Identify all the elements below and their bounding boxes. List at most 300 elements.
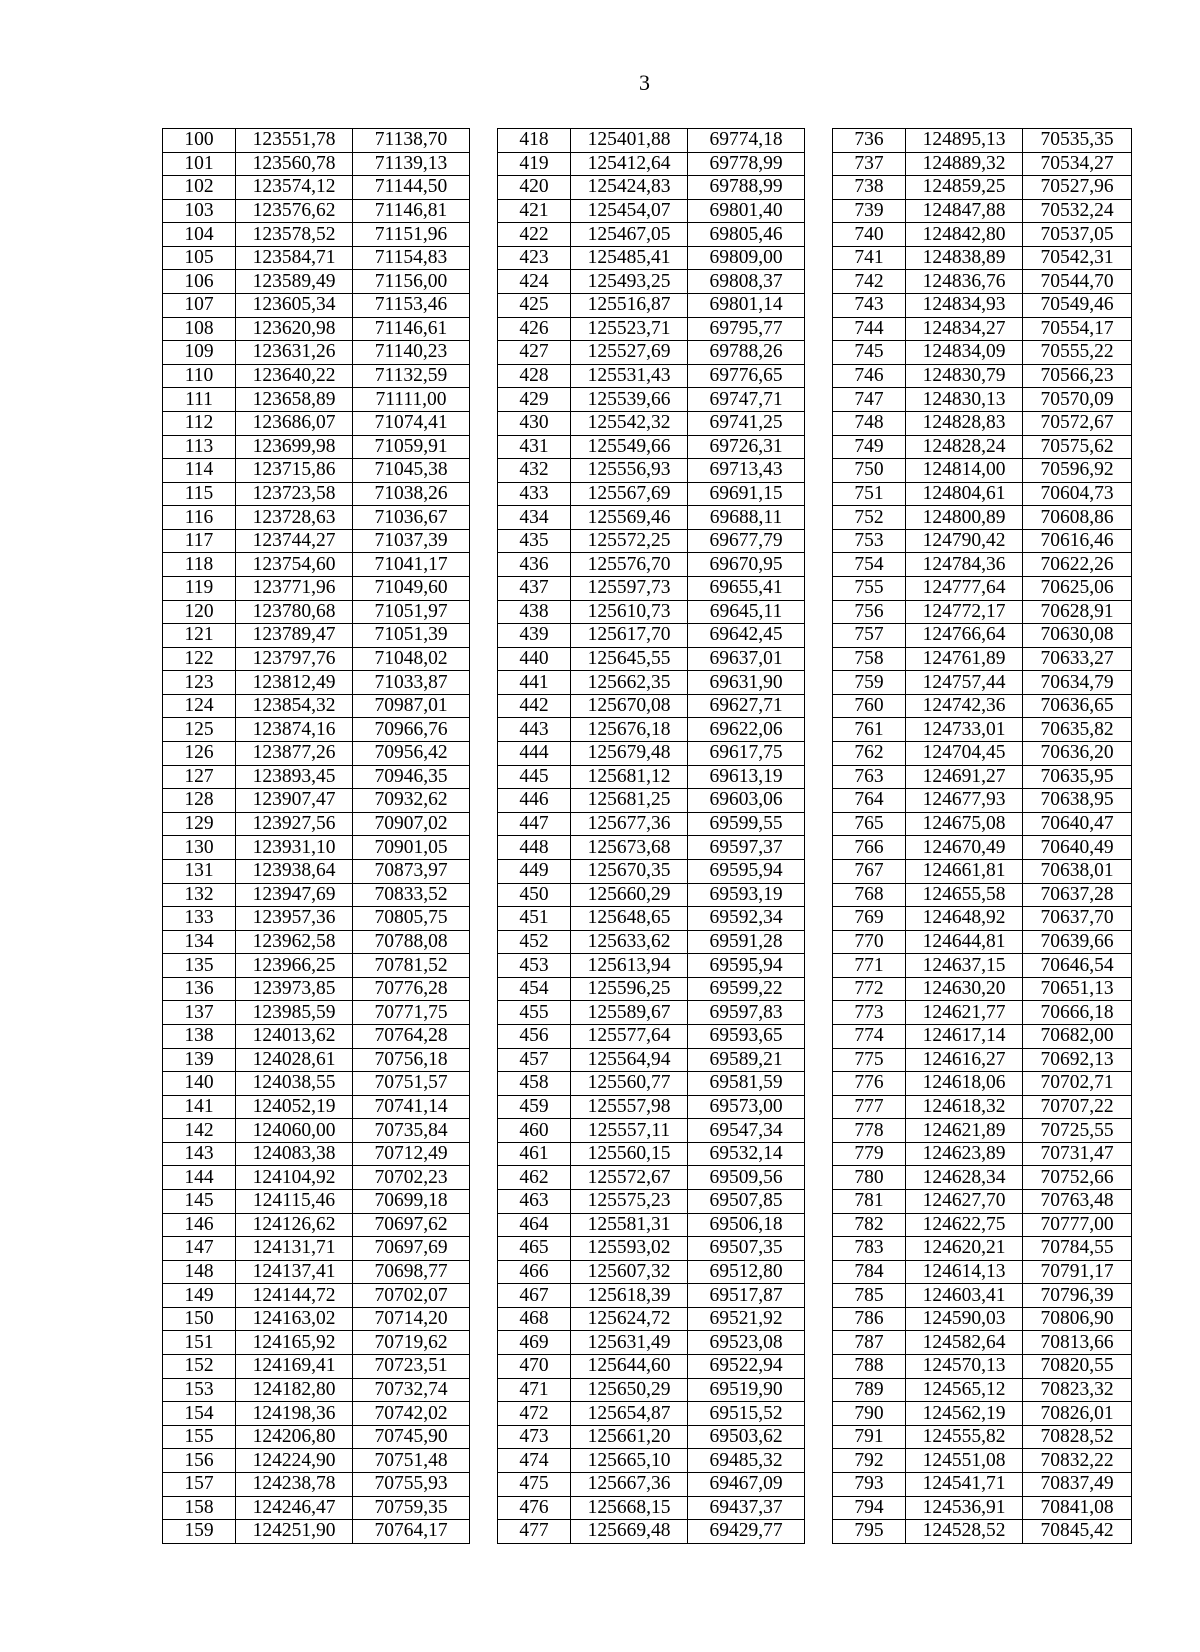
y-coordinate-c: 70537,05: [1023, 223, 1132, 247]
point-number-a: 137: [163, 1001, 236, 1025]
point-number-c: 783: [833, 1237, 906, 1261]
column-gap: [805, 647, 833, 671]
point-number-c: 761: [833, 718, 906, 742]
x-coordinate-a: 123812,49: [236, 671, 353, 695]
x-coordinate-b: 125412,64: [571, 152, 688, 176]
table-row: [163, 1402, 1132, 1426]
y-coordinate-c: 70616,46: [1023, 529, 1132, 553]
x-coordinate-b: 125662,35: [571, 671, 688, 695]
point-number-b: 439: [498, 624, 571, 648]
column-gap: [805, 1024, 833, 1048]
point-number-b: 454: [498, 977, 571, 1001]
point-number-b: 461: [498, 1142, 571, 1166]
y-coordinate-a: 70697,62: [353, 1213, 470, 1237]
x-coordinate-a: 123962,58: [236, 930, 353, 954]
point-number-c: 776: [833, 1072, 906, 1096]
x-coordinate-b: 125681,12: [571, 765, 688, 789]
point-number-a: 149: [163, 1284, 236, 1308]
x-coordinate-b: 125467,05: [571, 223, 688, 247]
point-number-c: 775: [833, 1048, 906, 1072]
point-number-b: 451: [498, 907, 571, 931]
point-number-c: 757: [833, 624, 906, 648]
x-coordinate-a: 124137,41: [236, 1260, 353, 1284]
point-number-a: 120: [163, 600, 236, 624]
x-coordinate-a: 123576,62: [236, 199, 353, 223]
point-number-c: 793: [833, 1472, 906, 1496]
x-coordinate-c: 124677,93: [906, 789, 1023, 813]
y-coordinate-c: 70823,32: [1023, 1378, 1132, 1402]
point-number-a: 123: [163, 671, 236, 695]
column-gap: [805, 812, 833, 836]
column-gap: [805, 1095, 833, 1119]
y-coordinate-b: 69617,75: [688, 742, 805, 766]
x-coordinate-b: 125589,67: [571, 1001, 688, 1025]
table-row: [163, 364, 1132, 388]
table-row: [163, 176, 1132, 200]
point-number-c: 760: [833, 694, 906, 718]
x-coordinate-a: 123854,32: [236, 694, 353, 718]
point-number-a: 130: [163, 836, 236, 860]
point-number-a: 151: [163, 1331, 236, 1355]
y-coordinate-c: 70637,28: [1023, 883, 1132, 907]
table-row: [163, 765, 1132, 789]
point-number-c: 739: [833, 199, 906, 223]
y-coordinate-a: 70714,20: [353, 1307, 470, 1331]
column-gap: [805, 1307, 833, 1331]
y-coordinate-b: 69808,37: [688, 270, 805, 294]
y-coordinate-c: 70707,22: [1023, 1095, 1132, 1119]
point-number-b: 475: [498, 1472, 571, 1496]
table-row: [163, 1166, 1132, 1190]
point-number-a: 121: [163, 624, 236, 648]
y-coordinate-b: 69809,00: [688, 246, 805, 270]
y-coordinate-a: 71139,13: [353, 152, 470, 176]
x-coordinate-b: 125401,88: [571, 129, 688, 153]
point-number-b: 443: [498, 718, 571, 742]
table-row: [163, 529, 1132, 553]
column-gap: [805, 1331, 833, 1355]
point-number-b: 452: [498, 930, 571, 954]
column-gap: [805, 1449, 833, 1473]
y-coordinate-b: 69713,43: [688, 459, 805, 483]
column-gap: [805, 294, 833, 318]
column-gap: [470, 246, 498, 270]
point-number-b: 433: [498, 482, 571, 506]
table-row: [163, 388, 1132, 412]
x-coordinate-c: 124628,34: [906, 1166, 1023, 1190]
x-coordinate-b: 125572,67: [571, 1166, 688, 1190]
y-coordinate-c: 70806,90: [1023, 1307, 1132, 1331]
y-coordinate-a: 70712,49: [353, 1142, 470, 1166]
column-gap: [470, 671, 498, 695]
x-coordinate-c: 124661,81: [906, 859, 1023, 883]
column-gap: [805, 859, 833, 883]
point-number-b: 431: [498, 435, 571, 459]
table-row: [163, 482, 1132, 506]
x-coordinate-b: 125654,87: [571, 1402, 688, 1426]
table-row: [163, 647, 1132, 671]
point-number-b: 449: [498, 859, 571, 883]
table-row: [163, 1213, 1132, 1237]
point-number-a: 103: [163, 199, 236, 223]
y-coordinate-b: 69670,95: [688, 553, 805, 577]
point-number-b: 425: [498, 294, 571, 318]
column-gap: [470, 1166, 498, 1190]
x-coordinate-c: 124637,15: [906, 954, 1023, 978]
x-coordinate-c: 124834,93: [906, 294, 1023, 318]
point-number-c: 778: [833, 1119, 906, 1143]
column-gap: [805, 883, 833, 907]
point-number-a: 124: [163, 694, 236, 718]
point-number-a: 128: [163, 789, 236, 813]
column-gap: [470, 199, 498, 223]
y-coordinate-a: 70907,02: [353, 812, 470, 836]
y-coordinate-a: 71074,41: [353, 411, 470, 435]
x-coordinate-b: 125539,66: [571, 388, 688, 412]
x-coordinate-a: 123605,34: [236, 294, 353, 318]
point-number-a: 143: [163, 1142, 236, 1166]
y-coordinate-b: 69788,99: [688, 176, 805, 200]
y-coordinate-c: 70549,46: [1023, 294, 1132, 318]
y-coordinate-c: 70622,26: [1023, 553, 1132, 577]
x-coordinate-c: 124603,41: [906, 1284, 1023, 1308]
y-coordinate-c: 70651,13: [1023, 977, 1132, 1001]
y-coordinate-c: 70554,17: [1023, 317, 1132, 341]
point-number-a: 116: [163, 506, 236, 530]
column-gap: [805, 270, 833, 294]
x-coordinate-c: 124618,06: [906, 1072, 1023, 1096]
x-coordinate-c: 124757,44: [906, 671, 1023, 695]
x-coordinate-c: 124814,00: [906, 459, 1023, 483]
y-coordinate-c: 70633,27: [1023, 647, 1132, 671]
point-number-a: 139: [163, 1048, 236, 1072]
y-coordinate-b: 69776,65: [688, 364, 805, 388]
y-coordinate-c: 70692,13: [1023, 1048, 1132, 1072]
table-row: [163, 1024, 1132, 1048]
table-row: [163, 129, 1132, 153]
point-number-c: 738: [833, 176, 906, 200]
x-coordinate-a: 123985,59: [236, 1001, 353, 1025]
point-number-c: 791: [833, 1425, 906, 1449]
x-coordinate-b: 125660,29: [571, 883, 688, 907]
column-gap: [470, 341, 498, 365]
y-coordinate-b: 69677,79: [688, 529, 805, 553]
y-coordinate-a: 70946,35: [353, 765, 470, 789]
x-coordinate-a: 123957,36: [236, 907, 353, 931]
x-coordinate-a: 124163,02: [236, 1307, 353, 1331]
point-number-c: 744: [833, 317, 906, 341]
table-row: [163, 1307, 1132, 1331]
x-coordinate-c: 124536,91: [906, 1496, 1023, 1520]
column-gap: [470, 1520, 498, 1544]
point-number-a: 153: [163, 1378, 236, 1402]
column-gap: [470, 1213, 498, 1237]
point-number-c: 779: [833, 1142, 906, 1166]
point-number-b: 429: [498, 388, 571, 412]
column-gap: [470, 1472, 498, 1496]
x-coordinate-b: 125610,73: [571, 600, 688, 624]
point-number-c: 789: [833, 1378, 906, 1402]
y-coordinate-a: 71041,17: [353, 553, 470, 577]
point-number-a: 158: [163, 1496, 236, 1520]
column-gap: [805, 836, 833, 860]
y-coordinate-a: 70745,90: [353, 1425, 470, 1449]
y-coordinate-b: 69593,19: [688, 883, 805, 907]
y-coordinate-b: 69519,90: [688, 1378, 805, 1402]
y-coordinate-a: 71038,26: [353, 482, 470, 506]
column-gap: [805, 1119, 833, 1143]
table-row: [163, 1496, 1132, 1520]
point-number-c: 790: [833, 1402, 906, 1426]
y-coordinate-b: 69581,59: [688, 1072, 805, 1096]
x-coordinate-b: 125648,65: [571, 907, 688, 931]
point-number-a: 157: [163, 1472, 236, 1496]
point-number-b: 460: [498, 1119, 571, 1143]
point-number-a: 127: [163, 765, 236, 789]
y-coordinate-b: 69774,18: [688, 129, 805, 153]
y-coordinate-c: 70534,27: [1023, 152, 1132, 176]
point-number-b: 423: [498, 246, 571, 270]
column-gap: [805, 576, 833, 600]
table-row: [163, 1190, 1132, 1214]
column-gap: [805, 1402, 833, 1426]
table-row: [163, 1520, 1132, 1544]
point-number-b: 458: [498, 1072, 571, 1096]
table-row: [163, 223, 1132, 247]
point-number-a: 159: [163, 1520, 236, 1544]
x-coordinate-c: 124528,52: [906, 1520, 1023, 1544]
column-gap: [470, 1449, 498, 1473]
y-coordinate-b: 69597,37: [688, 836, 805, 860]
y-coordinate-b: 69515,52: [688, 1402, 805, 1426]
x-coordinate-b: 125661,20: [571, 1425, 688, 1449]
x-coordinate-c: 124541,71: [906, 1472, 1023, 1496]
column-gap: [470, 506, 498, 530]
column-gap: [805, 1378, 833, 1402]
point-number-c: 748: [833, 411, 906, 435]
point-number-c: 752: [833, 506, 906, 530]
y-coordinate-b: 69593,65: [688, 1024, 805, 1048]
point-number-b: 442: [498, 694, 571, 718]
table-row: [163, 317, 1132, 341]
column-gap: [470, 1142, 498, 1166]
y-coordinate-b: 69778,99: [688, 152, 805, 176]
column-gap: [470, 789, 498, 813]
y-coordinate-a: 70735,84: [353, 1119, 470, 1143]
x-coordinate-c: 124582,64: [906, 1331, 1023, 1355]
x-coordinate-b: 125531,43: [571, 364, 688, 388]
column-gap: [470, 411, 498, 435]
x-coordinate-b: 125581,31: [571, 1213, 688, 1237]
x-coordinate-c: 124648,92: [906, 907, 1023, 931]
x-coordinate-b: 125560,77: [571, 1072, 688, 1096]
y-coordinate-c: 70544,70: [1023, 270, 1132, 294]
x-coordinate-a: 124182,80: [236, 1378, 353, 1402]
x-coordinate-b: 125542,32: [571, 411, 688, 435]
point-number-b: 426: [498, 317, 571, 341]
y-coordinate-b: 69595,94: [688, 859, 805, 883]
x-coordinate-a: 123754,60: [236, 553, 353, 577]
y-coordinate-c: 70682,00: [1023, 1024, 1132, 1048]
point-number-a: 155: [163, 1425, 236, 1449]
y-coordinate-c: 70841,08: [1023, 1496, 1132, 1520]
y-coordinate-c: 70752,66: [1023, 1166, 1132, 1190]
y-coordinate-b: 69637,01: [688, 647, 805, 671]
x-coordinate-c: 124772,17: [906, 600, 1023, 624]
point-number-a: 101: [163, 152, 236, 176]
x-coordinate-b: 125493,25: [571, 270, 688, 294]
point-number-a: 132: [163, 883, 236, 907]
point-number-c: 753: [833, 529, 906, 553]
x-coordinate-a: 124238,78: [236, 1472, 353, 1496]
point-number-a: 117: [163, 529, 236, 553]
y-coordinate-a: 71033,87: [353, 671, 470, 695]
x-coordinate-c: 124691,27: [906, 765, 1023, 789]
point-number-a: 115: [163, 482, 236, 506]
y-coordinate-a: 70751,48: [353, 1449, 470, 1473]
point-number-b: 467: [498, 1284, 571, 1308]
point-number-b: 464: [498, 1213, 571, 1237]
column-gap: [805, 1072, 833, 1096]
column-gap: [470, 954, 498, 978]
x-coordinate-a: 123699,98: [236, 435, 353, 459]
table-row: [163, 883, 1132, 907]
column-gap: [470, 718, 498, 742]
y-coordinate-c: 70666,18: [1023, 1001, 1132, 1025]
x-coordinate-c: 124618,32: [906, 1095, 1023, 1119]
point-number-b: 471: [498, 1378, 571, 1402]
y-coordinate-a: 70755,93: [353, 1472, 470, 1496]
point-number-c: 743: [833, 294, 906, 318]
point-number-b: 457: [498, 1048, 571, 1072]
point-number-c: 756: [833, 600, 906, 624]
x-coordinate-b: 125681,25: [571, 789, 688, 813]
y-coordinate-b: 69595,94: [688, 954, 805, 978]
y-coordinate-c: 70625,06: [1023, 576, 1132, 600]
x-coordinate-c: 124836,76: [906, 270, 1023, 294]
y-coordinate-c: 70646,54: [1023, 954, 1132, 978]
point-number-c: 764: [833, 789, 906, 813]
y-coordinate-b: 69522,94: [688, 1355, 805, 1379]
table-row: [163, 1260, 1132, 1284]
column-gap: [470, 1284, 498, 1308]
table-row: [163, 600, 1132, 624]
y-coordinate-c: 70634,79: [1023, 671, 1132, 695]
y-coordinate-c: 70566,23: [1023, 364, 1132, 388]
column-gap: [805, 1142, 833, 1166]
point-number-b: 437: [498, 576, 571, 600]
table-row: [163, 1331, 1132, 1355]
point-number-b: 421: [498, 199, 571, 223]
y-coordinate-a: 71154,83: [353, 246, 470, 270]
y-coordinate-c: 70796,39: [1023, 1284, 1132, 1308]
x-coordinate-c: 124784,36: [906, 553, 1023, 577]
point-number-c: 784: [833, 1260, 906, 1284]
column-gap: [805, 317, 833, 341]
column-gap: [805, 553, 833, 577]
column-gap: [805, 246, 833, 270]
table-row: [163, 812, 1132, 836]
column-gap: [805, 1425, 833, 1449]
point-number-c: 771: [833, 954, 906, 978]
point-number-b: 472: [498, 1402, 571, 1426]
x-coordinate-b: 125631,49: [571, 1331, 688, 1355]
point-number-b: 445: [498, 765, 571, 789]
y-coordinate-b: 69805,46: [688, 223, 805, 247]
column-gap: [805, 1190, 833, 1214]
x-coordinate-c: 124804,61: [906, 482, 1023, 506]
y-coordinate-b: 69591,28: [688, 930, 805, 954]
y-coordinate-b: 69507,85: [688, 1190, 805, 1214]
table-row: [163, 1095, 1132, 1119]
y-coordinate-b: 69795,77: [688, 317, 805, 341]
x-coordinate-a: 124028,61: [236, 1048, 353, 1072]
x-coordinate-b: 125485,41: [571, 246, 688, 270]
y-coordinate-b: 69613,19: [688, 765, 805, 789]
column-gap: [805, 1166, 833, 1190]
table-row: [163, 977, 1132, 1001]
point-number-b: 444: [498, 742, 571, 766]
column-gap: [470, 624, 498, 648]
y-coordinate-b: 69467,09: [688, 1472, 805, 1496]
x-coordinate-c: 124842,80: [906, 223, 1023, 247]
point-number-a: 106: [163, 270, 236, 294]
column-gap: [470, 883, 498, 907]
y-coordinate-b: 69631,90: [688, 671, 805, 695]
column-gap: [470, 364, 498, 388]
column-gap: [805, 129, 833, 153]
y-coordinate-b: 69517,87: [688, 1284, 805, 1308]
y-coordinate-c: 70845,42: [1023, 1520, 1132, 1544]
coordinates-table-body: [163, 129, 1132, 1544]
table-row: [163, 435, 1132, 459]
point-number-a: 152: [163, 1355, 236, 1379]
y-coordinate-a: 70759,35: [353, 1496, 470, 1520]
column-gap: [805, 1213, 833, 1237]
y-coordinate-b: 69645,11: [688, 600, 805, 624]
y-coordinate-a: 70833,52: [353, 883, 470, 907]
x-coordinate-c: 124590,03: [906, 1307, 1023, 1331]
y-coordinate-c: 70532,24: [1023, 199, 1132, 223]
point-number-a: 156: [163, 1449, 236, 1473]
table-row: [163, 411, 1132, 435]
x-coordinate-b: 125668,15: [571, 1496, 688, 1520]
x-coordinate-c: 124675,08: [906, 812, 1023, 836]
point-number-c: 759: [833, 671, 906, 695]
table-row: [163, 1284, 1132, 1308]
x-coordinate-c: 124621,77: [906, 1001, 1023, 1025]
x-coordinate-a: 123631,26: [236, 341, 353, 365]
y-coordinate-b: 69485,32: [688, 1449, 805, 1473]
y-coordinate-a: 71146,61: [353, 317, 470, 341]
point-number-b: 438: [498, 600, 571, 624]
y-coordinate-a: 70719,62: [353, 1331, 470, 1355]
point-number-c: 782: [833, 1213, 906, 1237]
y-coordinate-a: 71037,39: [353, 529, 470, 553]
point-number-c: 762: [833, 742, 906, 766]
y-coordinate-a: 70699,18: [353, 1190, 470, 1214]
y-coordinate-a: 70732,74: [353, 1378, 470, 1402]
point-number-b: 469: [498, 1331, 571, 1355]
point-number-b: 424: [498, 270, 571, 294]
y-coordinate-c: 70637,70: [1023, 907, 1132, 931]
y-coordinate-a: 70697,69: [353, 1237, 470, 1261]
point-number-c: 780: [833, 1166, 906, 1190]
point-number-a: 133: [163, 907, 236, 931]
x-coordinate-a: 123686,07: [236, 411, 353, 435]
x-coordinate-b: 125575,23: [571, 1190, 688, 1214]
y-coordinate-a: 70741,14: [353, 1095, 470, 1119]
